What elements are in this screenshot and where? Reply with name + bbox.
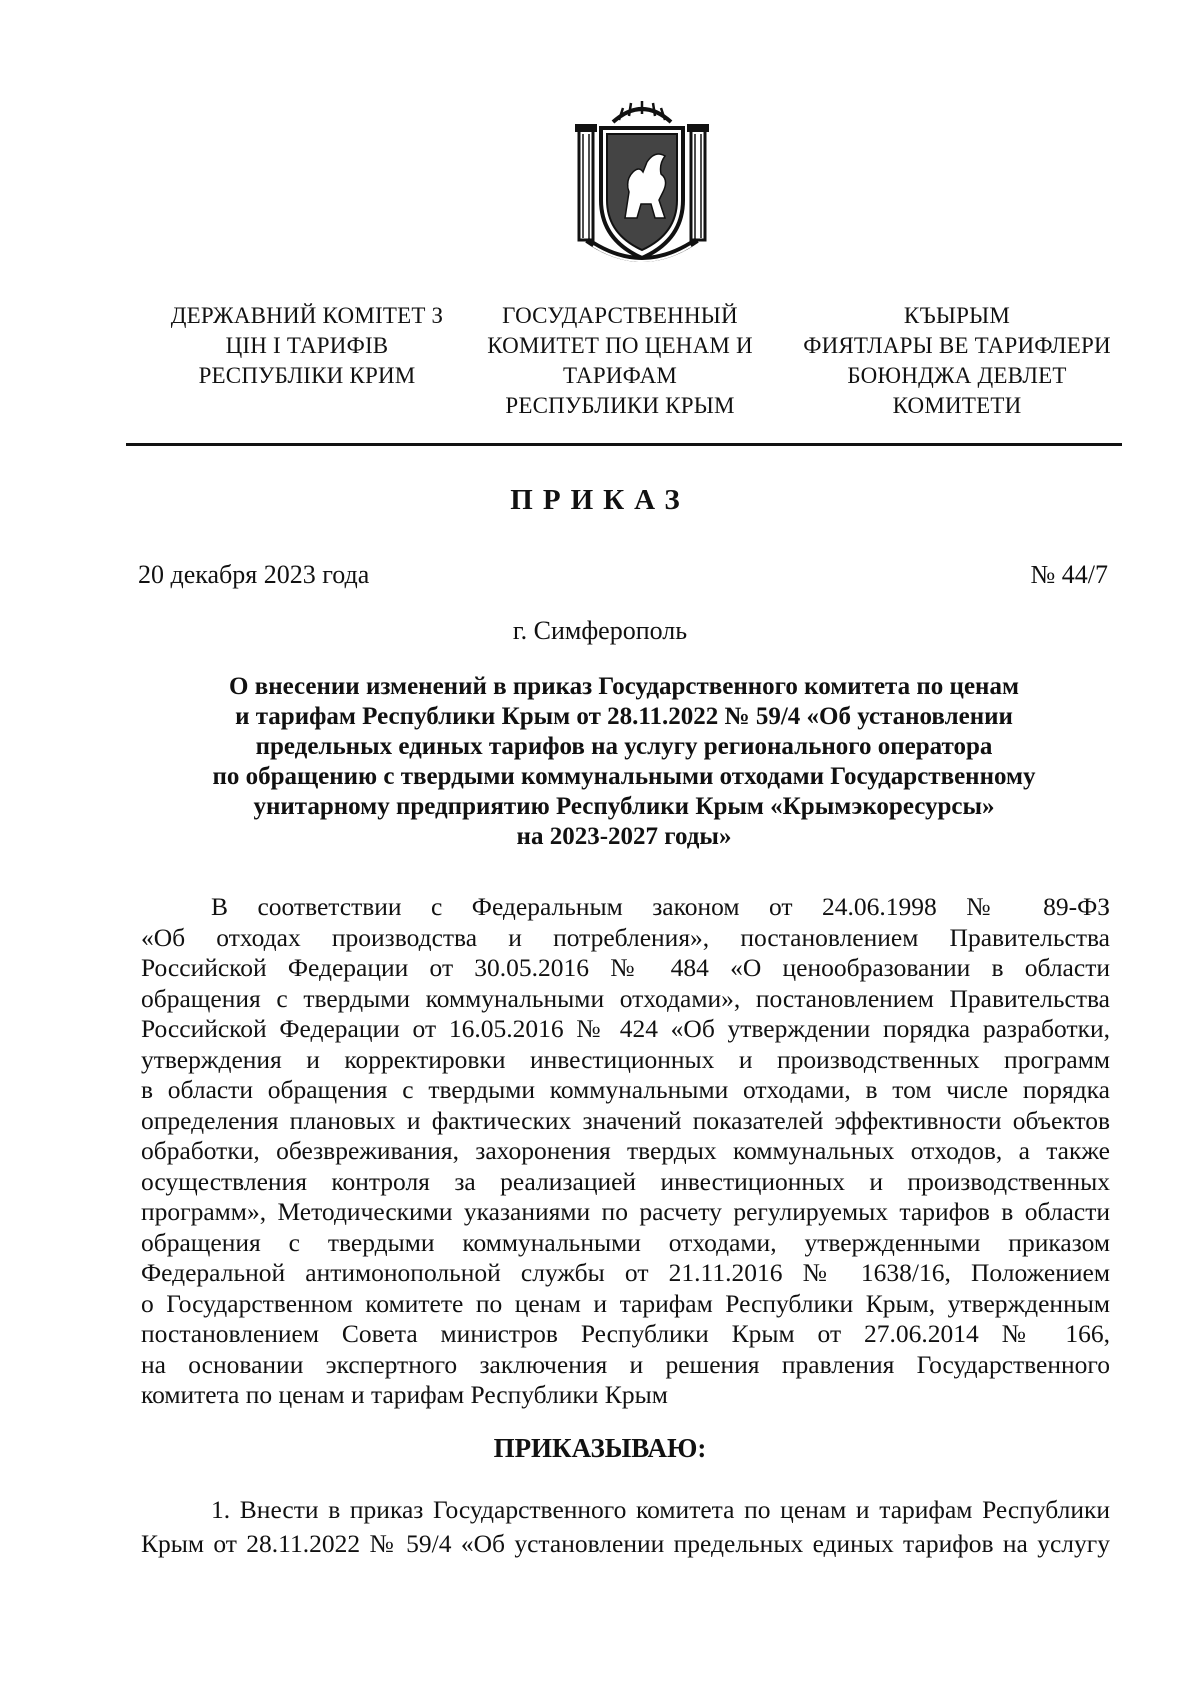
body-line: Российской Федерации от 16.05.2016 № 424 «Об утверждении порядка разработки, [141,1014,1110,1043]
header-left-line: РЕСПУБЛІКИ КРИМ [198,363,416,388]
body-line: осуществления контроля за реализацией инвестиционных и производственных [141,1166,1110,1196]
document-body [141,892,1110,1411]
header-middle-block [470,301,770,421]
body-line: Федеральной антимонопольной службы от 21.11.2016 № 1638/16, Положением [141,1258,1110,1287]
body-line: постановлением Совета министров Республики Крым от 27.06.2014 № 166, [141,1319,1110,1348]
order-heading: ПРИКАЗЫВАЮ: [493,1433,707,1463]
header-middle-line: ТАРИФАМ [562,363,678,388]
document-title: ПРИКАЗ [510,484,690,516]
header-middle-line: КОМИТЕТ ПО ЦЕНАМ И [487,333,753,358]
header-right-line: КОМИТЕТИ [892,393,1022,418]
subject-line: предельных единых тарифов на услугу регионального оператора [255,733,993,760]
header-right-line: КЪЫРЫМ [903,303,1011,328]
document-number: № 44/7 [1030,560,1108,589]
body-line: Российской Федерации от 30.05.2016 № 484 «О ценообразовании в области [141,953,1110,982]
subject-line: О внесении изменений в приказ Государственного комитета по ценам [229,673,1019,700]
header-divider [126,443,1122,446]
subject-line: по обращению с твердыми коммунальными отходами Государственному [212,763,1036,790]
header-left-line: ЦІН І ТАРИФІВ [225,333,389,358]
body-line: комитета по ценам и тарифам Республики Крым [141,1380,668,1409]
document-subject [138,672,1110,852]
body-line: программ», Методическими указаниями по расчету регулируемых тарифов в области [141,1197,1110,1226]
header-right-block [798,301,1116,421]
body-line: о Государственном комитете по ценам и тарифам Республики Крым, утвержденным [141,1288,1110,1318]
subject-line: унитарному предприятию Республики Крым «Крымэкоресурсы» [253,793,995,820]
body-line: на основании экспертного заключения и решения правления Государственного [141,1349,1110,1379]
body-line: обращения с твердыми коммунальными отходами, утвержденными приказом [141,1227,1110,1257]
document-city: г. Симферополь [512,616,688,645]
item-line: Крым от 28.11.2022 № 59/4 «Об установлении предельных единых тарифов на услугу [141,1529,1110,1558]
body-line: в области обращения с твердыми коммунальными отходами, в том числе порядка [141,1075,1110,1104]
crimea-coat-of-arms-icon [573,100,711,270]
body-line: обработки, обезвреживания, захоронения твердых коммунальных отходов, а также [141,1136,1110,1165]
header-left-block [148,301,466,391]
body-line: утверждения и корректировки инвестиционных и производственных программ [141,1044,1110,1074]
header-right-line: БОЮНДЖА ДЕВЛЕТ [847,363,1067,388]
order-item-1 [141,1493,1110,1561]
body-line: обращения с твердыми коммунальными отходами», постановлением Правительства [141,983,1110,1013]
body-line: В соответствии с Федеральным законом от 24.06.1998 № 89-ФЗ [211,892,1110,921]
body-line: «Об отходах производства и потребления», постановлением Правительства [141,922,1110,952]
body-line: определения плановых и фактических значений показателей эффективности объектов [141,1105,1110,1135]
subject-line: на 2023-2027 годы» [516,823,732,850]
header-middle-line: ГОСУДАРСТВЕННЫЙ [502,303,738,328]
header-left-line: ДЕРЖАВНИЙ КОМІТЕТ З [170,303,444,328]
document-date: 20 декабря 2023 года [138,560,370,589]
item-line: 1. Внести в приказ Государственного комитета по ценам и тарифам Республики [211,1495,1110,1524]
header-right-line: ФИЯТЛАРЫ ВЕ ТАРИФЛЕРИ [803,333,1111,358]
header-middle-line: РЕСПУБЛИКИ КРЫМ [505,393,735,418]
subject-line: и тарифам Республики Крым от 28.11.2022 № 59/4 «Об установлении [235,703,1013,730]
